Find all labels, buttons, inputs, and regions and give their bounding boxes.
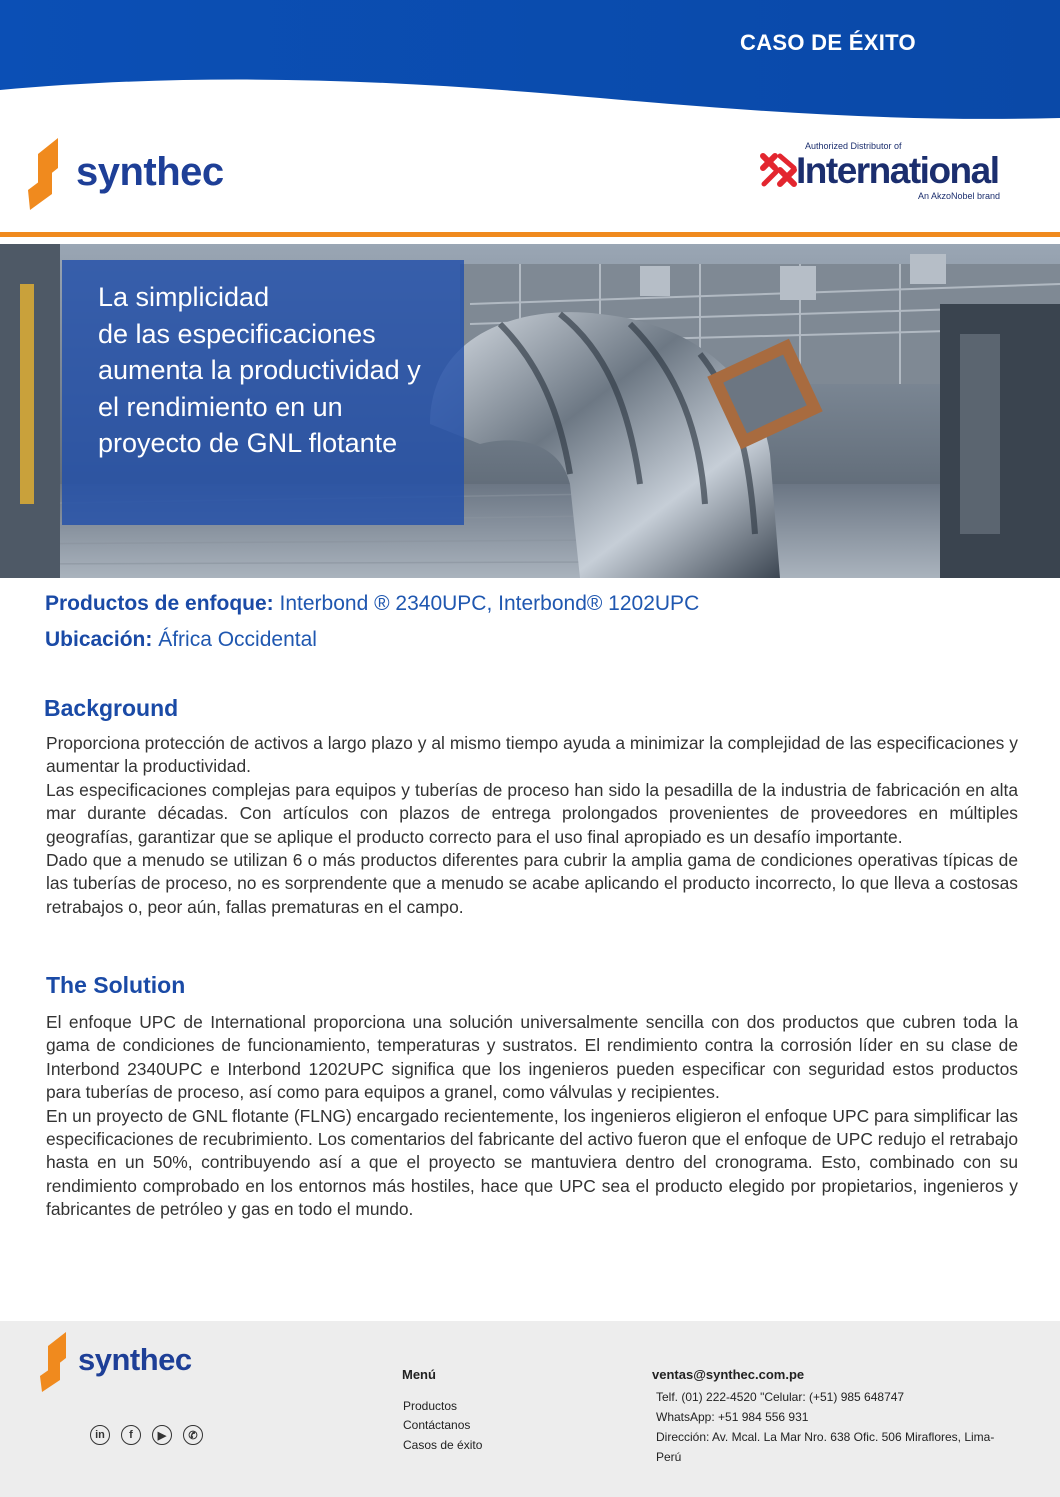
hero-title-line: aumenta la productividad y (98, 355, 421, 385)
location-label: Ubicación: (45, 628, 153, 651)
background-paragraph: Las especificaciones complejas para equipos y tuberías de proceso han sido la pesadilla de la industria de fabricación en alta mar durante décadas. Con artículos con plazos de entrega prolongados provenientes de proveedores en múltiples geografías, garantizar que se aplique el producto correcto para el uso final apropiado es un desafío importante. (46, 779, 1018, 847)
akzonobel-brand-text: An AkzoNobel brand (918, 191, 1001, 201)
header-banner (0, 0, 1060, 130)
solution-heading: The Solution (46, 972, 186, 998)
background-body (46, 732, 1018, 919)
hero-title-line: el rendimiento en un (98, 391, 343, 422)
footer-synthec-logo-text: synthec (78, 1342, 192, 1377)
hero-title-line: La simplicidad (98, 282, 270, 312)
background-paragraph: Proporciona protección de activos a largo plazo y al mismo tiempo ayuda a minimizar la complejidad de las especificaciones y aumentar la productividad. (46, 733, 1018, 777)
case-study-tag: CASO DE ÉXITO (740, 30, 916, 55)
hero-title-line: de las especificaciones (98, 318, 376, 349)
location-value: África Occidental (158, 628, 317, 651)
background-heading: Background (44, 695, 179, 721)
solution-paragraph: El enfoque UPC de International proporciona una solución universalmente sencilla con dos productos que cubren toda la gama de condiciones de funcionamiento, temperaturas y sustratos. El rendimiento contra la corrosión líder en su clase de Interbond 2340UPC e Interbond 1202UPC significa que los ingenieros pueden especificar con seguridad estos productos para tuberías de proceso, así como para equipos a granel, como válvulas y recipientes. (46, 1012, 1018, 1103)
focus-products-value: Interbond ® 2340UPC, Interbond® 1202UPC (279, 592, 700, 615)
solution-body (46, 1011, 1018, 1222)
international-logo-text: International (796, 150, 999, 191)
orange-divider (0, 232, 1060, 237)
hero-title-line: proyecto de GNL flotante (98, 428, 398, 458)
footer-whatsapp: WhatsApp: +51 984 556 931 (656, 1410, 809, 1424)
linkedin-icon[interactable]: in (90, 1425, 110, 1445)
focus-products (45, 592, 699, 616)
whatsapp-icon[interactable]: ✆ (183, 1425, 203, 1445)
solution-paragraph: En un proyecto de GNL flotante (FLNG) encargado recientemente, los ingenieros eligieron el enfoque UPC para simplificar las especificaciones de recubrimiento. Los comentarios del fabricante del activo fueron que el enfoque de UPC redujo el retrabajo hasta en un 50%, contribuyendo así a que el proyecto se mantuviera dentro del cronograma. Esto, combinado con su rendimiento comprobado en los entornos más hostiles, hace que UPC sea el producto elegido por propietarios, ingenieros y fabricantes de petróleo y gas en todo el mundo. (46, 1105, 1018, 1220)
footer-address: Dirección: Av. Mcal. La Mar Nro. 638 Ofic. 506 Miraflores, Lima-Perú (656, 1430, 995, 1464)
international-x-icon (760, 152, 798, 188)
youtube-icon[interactable]: ▶ (152, 1425, 172, 1445)
background-paragraph: Dado que a menudo se utilizan 6 o más productos diferentes para cubrir la amplia gama de condiciones operativas típicas de las tuberías de proceso, no es sorprendente que a menudo se acabe aplicando el producto incorrecto, lo que lleva a costosas retrabajos o, peor aún, fallas prematuras en el campo. (46, 850, 1018, 917)
authorized-distributor-text: Authorized Distributor of (805, 141, 902, 151)
footer-link-productos[interactable]: Productos (403, 1399, 458, 1413)
location (45, 628, 317, 652)
footer-link-contactanos[interactable]: Contáctanos (403, 1418, 471, 1432)
synthec-logo-text: synthec (76, 150, 224, 194)
footer-link-casos[interactable]: Casos de éxito (403, 1438, 483, 1452)
footer-menu-title: Menú (402, 1367, 436, 1382)
hero-title (98, 279, 458, 462)
focus-products-label: Productos de enfoque: (45, 592, 274, 615)
footer-phone: Telf. (01) 222-4520 "Celular: (+51) 985 648747 (656, 1390, 905, 1404)
facebook-icon[interactable]: f (121, 1425, 141, 1445)
footer-email[interactable]: ventas@synthec.com.pe (652, 1367, 805, 1382)
